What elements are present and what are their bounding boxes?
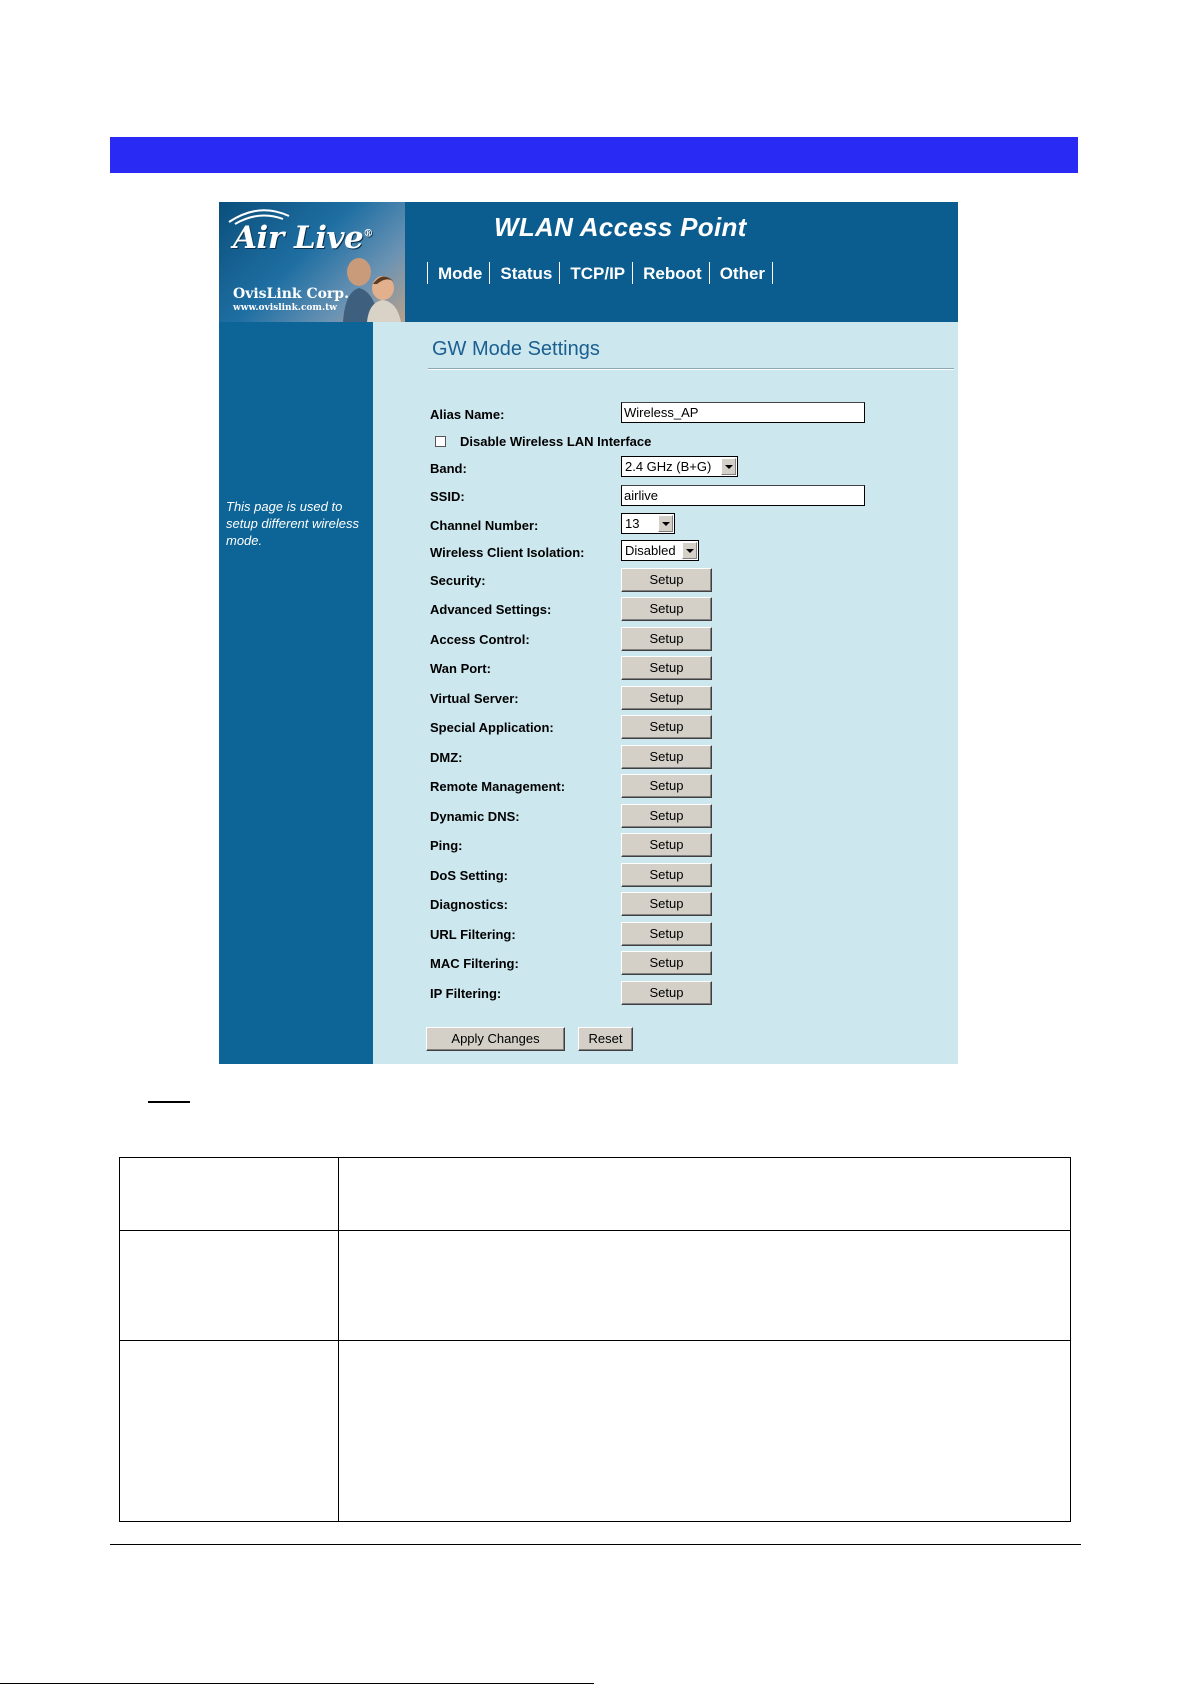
nav-item-reboot[interactable]: Reboot	[633, 262, 710, 284]
virtual-server-label: Virtual Server:	[430, 691, 519, 706]
nav-item-tcpip[interactable]: TCP/IP	[560, 262, 633, 284]
client-isolation-value: Disabled	[625, 543, 676, 558]
band-label: Band:	[430, 461, 467, 476]
advanced-settings-label: Advanced Settings:	[430, 602, 552, 617]
access-control-label: Access Control:	[430, 632, 530, 647]
table-row	[120, 1341, 1071, 1522]
app-title: WLAN Access Point	[494, 212, 747, 242]
title-divider	[428, 368, 954, 370]
table-cell	[339, 1341, 1071, 1522]
footer-divider	[110, 1544, 1081, 1545]
client-isolation-label: Wireless Client Isolation:	[430, 545, 585, 560]
chevron-down-icon[interactable]	[682, 542, 697, 559]
top-nav	[427, 262, 773, 284]
table-row	[120, 1231, 1071, 1341]
wan-port-label: Wan Port:	[430, 661, 491, 676]
chevron-down-icon[interactable]	[721, 458, 736, 475]
ssid-label: SSID:	[430, 489, 465, 504]
client-isolation-select[interactable]	[621, 540, 699, 561]
band-select[interactable]	[621, 456, 738, 477]
page-title: GW Mode Settings	[432, 338, 600, 360]
diagnostics-setup-button[interactable]: Setup	[621, 892, 712, 916]
ping-setup-button[interactable]: Setup	[621, 833, 712, 857]
nav-item-mode[interactable]: Mode	[428, 262, 490, 284]
table-row	[120, 1158, 1071, 1231]
ping-label: Ping:	[430, 838, 463, 853]
logo-brand: Air Live®	[233, 220, 373, 256]
airlive-logo	[219, 202, 405, 322]
disable-wlan-label: Disable Wireless LAN Interface	[460, 434, 652, 449]
security-label: Security:	[430, 573, 486, 588]
dynamic-dns-label: Dynamic DNS:	[430, 809, 520, 824]
access-control-setup-button[interactable]: Setup	[621, 627, 712, 651]
band-select-value: 2.4 GHz (B+G)	[625, 459, 712, 474]
special-application-setup-button[interactable]: Setup	[621, 715, 712, 739]
table-cell	[120, 1231, 339, 1341]
remote-management-setup-button[interactable]: Setup	[621, 774, 712, 798]
dmz-label: DMZ:	[430, 750, 463, 765]
ip-filtering-label: IP Filtering:	[430, 986, 502, 1001]
virtual-server-setup-button[interactable]: Setup	[621, 686, 712, 710]
table-cell	[120, 1158, 339, 1231]
ip-filtering-setup-button[interactable]: Setup	[621, 981, 712, 1005]
dos-setting-label: DoS Setting:	[430, 868, 508, 883]
bottom-divider	[0, 1683, 594, 1684]
apply-changes-button[interactable]: Apply Changes	[426, 1027, 565, 1051]
advanced-settings-setup-button[interactable]: Setup	[621, 597, 712, 621]
mac-filtering-setup-button[interactable]: Setup	[621, 951, 712, 975]
url-filtering-setup-button[interactable]: Setup	[621, 922, 712, 946]
channel-number-label: Channel Number:	[430, 518, 539, 533]
ssid-input[interactable]: airlive	[621, 485, 865, 506]
router-config-screenshot	[219, 202, 958, 1064]
description-table	[119, 1157, 1071, 1522]
logo-corp: OvisLink Corp.	[233, 286, 349, 302]
note-underline	[148, 1101, 190, 1103]
diagnostics-label: Diagnostics:	[430, 897, 509, 912]
url-filtering-label: URL Filtering:	[430, 927, 516, 942]
sidebar-note: This page is used to setup different wireless mode.	[226, 499, 359, 548]
dmz-setup-button[interactable]: Setup	[621, 745, 712, 769]
dynamic-dns-setup-button[interactable]: Setup	[621, 804, 712, 828]
alias-name-label: Alias Name:	[430, 407, 505, 422]
channel-number-select[interactable]	[621, 513, 675, 534]
channel-number-value: 13	[625, 516, 640, 531]
nav-item-status[interactable]: Status	[490, 262, 560, 284]
mac-filtering-label: MAC Filtering:	[430, 956, 519, 971]
table-cell	[120, 1341, 339, 1522]
disable-wlan-checkbox[interactable]	[435, 436, 446, 447]
alias-name-input[interactable]: Wireless_AP	[621, 402, 865, 423]
sidebar	[219, 322, 373, 1064]
wan-port-setup-button[interactable]: Setup	[621, 656, 712, 680]
table-cell	[339, 1231, 1071, 1341]
remote-management-label: Remote Management:	[430, 779, 566, 794]
reset-button[interactable]: Reset	[578, 1027, 633, 1051]
people-photo-icon	[337, 254, 403, 322]
logo-url: www.ovislink.com.tw	[233, 303, 337, 313]
table-cell	[339, 1158, 1071, 1231]
section-banner-bar	[110, 137, 1078, 173]
special-application-label: Special Application:	[430, 720, 554, 735]
security-setup-button[interactable]: Setup	[621, 568, 712, 592]
nav-item-other[interactable]: Other	[710, 262, 773, 284]
chevron-down-icon[interactable]	[658, 515, 673, 532]
dos-setting-setup-button[interactable]: Setup	[621, 863, 712, 887]
